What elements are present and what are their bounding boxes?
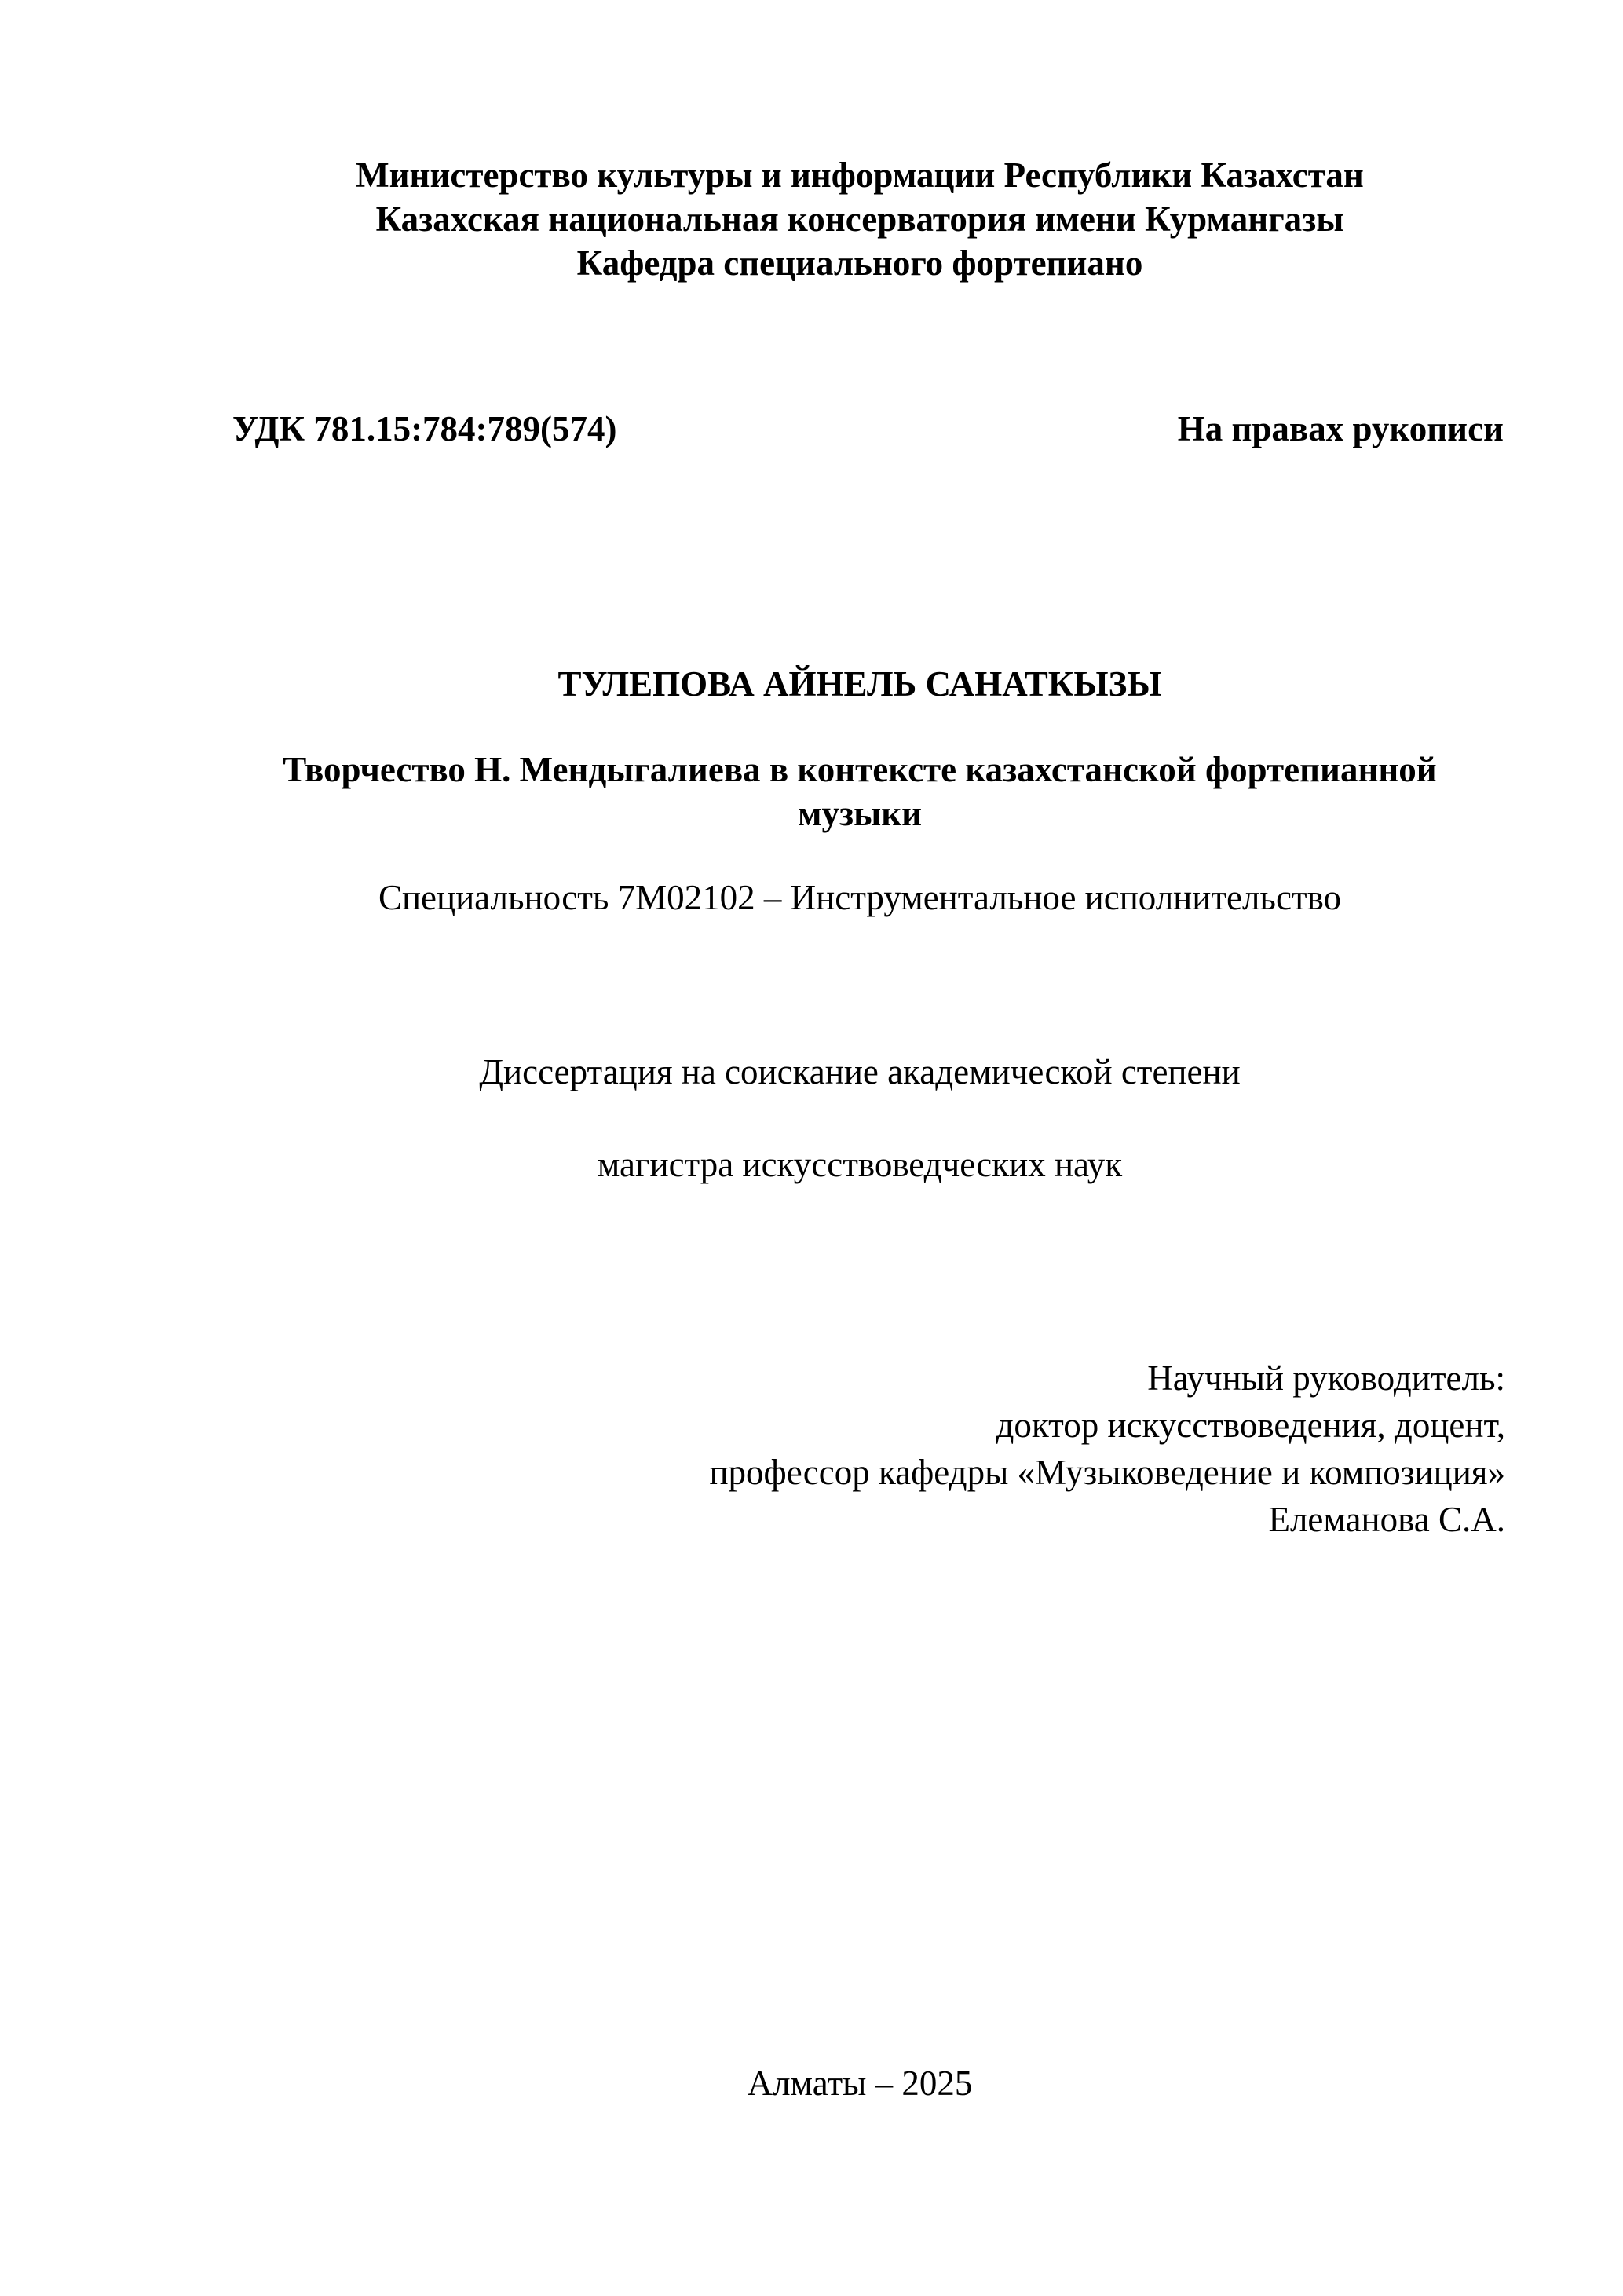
supervisor-label: Научный руководитель:	[1147, 1358, 1505, 1398]
udk-code: УДК 781.15:784:789(574)	[232, 409, 617, 448]
thesis-title-line-1: Творчество Н. Мендыгалиева в контексте казахстанской фортепианной	[283, 750, 1437, 789]
conservatory-heading: Казахская национальная консерватория имени Курмангазы	[375, 199, 1344, 239]
degree-line-2: магистра искусствоведческих наук	[597, 1145, 1123, 1184]
manuscript-note: На правах рукописи	[1177, 409, 1504, 448]
ministry-heading: Министерство культуры и информации Республики Казахстан	[356, 155, 1364, 195]
author-name: ТУЛЕПОВА АЙНЕЛЬ САНАТКЫЗЫ	[557, 664, 1162, 704]
supervisor-name: Елеманова С.А.	[1268, 1500, 1505, 1539]
degree-line-1: Диссертация на соискание академической степени	[479, 1052, 1241, 1091]
specialty: Специальность 7М02102 – Инструментальное исполнительство	[378, 878, 1342, 917]
supervisor-block	[709, 1355, 1505, 1543]
supervisor-position: профессор кафедры «Музыковедение и композиция»	[709, 1453, 1505, 1492]
supervisor-degree: доктор искусствоведения, доцент,	[996, 1406, 1505, 1445]
department-heading: Кафедра специального фортепиано	[576, 243, 1143, 283]
city-year: Алматы – 2025	[747, 2064, 973, 2103]
thesis-title-line-2: музыки	[797, 794, 923, 833]
